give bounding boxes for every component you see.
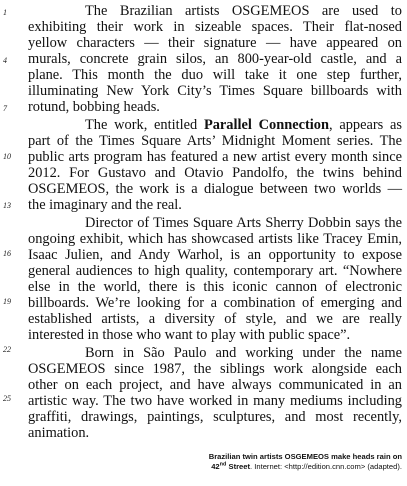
text-line: 2012. For Gustavo and Otavio Pandolfo, the twins behind	[28, 165, 402, 181]
text-fragment: The work, entitled	[85, 117, 204, 133]
line-number: 19	[3, 297, 11, 306]
text-line: Isaac Julien, and Andy Warhol, is an opportunity to expose	[28, 247, 402, 263]
text-line: general audiences to high quality, contemporary art. “Nowhere	[28, 263, 402, 279]
text-line: OSGEMEOS, the work is a dialogue between two worlds —	[28, 181, 402, 197]
source-citation-line2	[162, 462, 402, 472]
text-line: ongoing exhibit, which has showcased artists like Tracey Emin,	[28, 231, 402, 247]
artwork-title: Parallel Connection	[203, 117, 329, 133]
text-line: established artists, a diversity of style, and we are really	[28, 311, 402, 327]
text-line: yellow characters — their signature — have appeared on	[28, 35, 402, 51]
line-number: 10	[3, 152, 11, 161]
line-number: 13	[3, 201, 11, 210]
text-line: interested in those who want to play with public space”.	[28, 327, 351, 343]
text-line: Born in São Paulo and working under the name	[85, 345, 402, 361]
text-line: illuminating New York City’s Times Square billboards with	[28, 83, 402, 99]
line-number: 22	[3, 345, 11, 354]
line-number: 4	[3, 56, 7, 65]
source-title-line2	[211, 462, 250, 471]
text-line: exhibiting their work in sizeable spaces. Their flat-nosed	[28, 19, 402, 35]
text-line: billboards. We’re looking for a combination of emerging and	[28, 295, 402, 311]
text-line: OSGEMEOS since 1987, the siblings work alongside each	[28, 361, 402, 377]
text-line: part of the Times Square Arts’ Midnight Moment series. The	[28, 133, 402, 149]
text-line: other on each project, and have always communicated in an	[28, 377, 402, 393]
text-line: graffiti, drawings, paintings, sculptures, and most recently,	[28, 409, 402, 425]
text-line: animation.	[28, 425, 90, 441]
text-fragment: , appears as	[329, 117, 403, 133]
text-line: rotund, bobbing heads.	[28, 99, 160, 115]
text-line: the imaginary and the real.	[28, 197, 182, 213]
text-line: murals, concrete grain silos, an 800-year-old castle, and a	[28, 51, 402, 67]
text-line: artistic way. The two have worked in many mediums including	[28, 393, 402, 409]
source-reference: . Internet: <http://edition.cnn.com> (adapted).	[250, 462, 402, 471]
text-line: else in the world, there is this iconic cannon of electronic	[28, 279, 402, 295]
street-number: 42	[211, 462, 220, 471]
text-line: Director of Times Square Arts Sherry Dobbin says the	[85, 215, 402, 231]
line-number: 1	[3, 8, 7, 17]
source-citation	[162, 452, 402, 462]
text-line: plane. This month the duo will take it one step further,	[28, 67, 402, 83]
text-line	[85, 117, 402, 133]
street-word: Street	[226, 462, 251, 471]
line-number: 16	[3, 249, 11, 258]
ordinal-suffix: nd	[219, 461, 227, 468]
line-number: 7	[3, 104, 7, 113]
source-title-line1: Brazilian twin artists OSGEMEOS make heads rain on	[208, 452, 402, 461]
text-line: public arts program has featured a new artist every month since	[28, 149, 402, 165]
text-line: The Brazilian artists OSGEMEOS are used to	[85, 3, 402, 19]
line-number: 25	[3, 394, 11, 403]
